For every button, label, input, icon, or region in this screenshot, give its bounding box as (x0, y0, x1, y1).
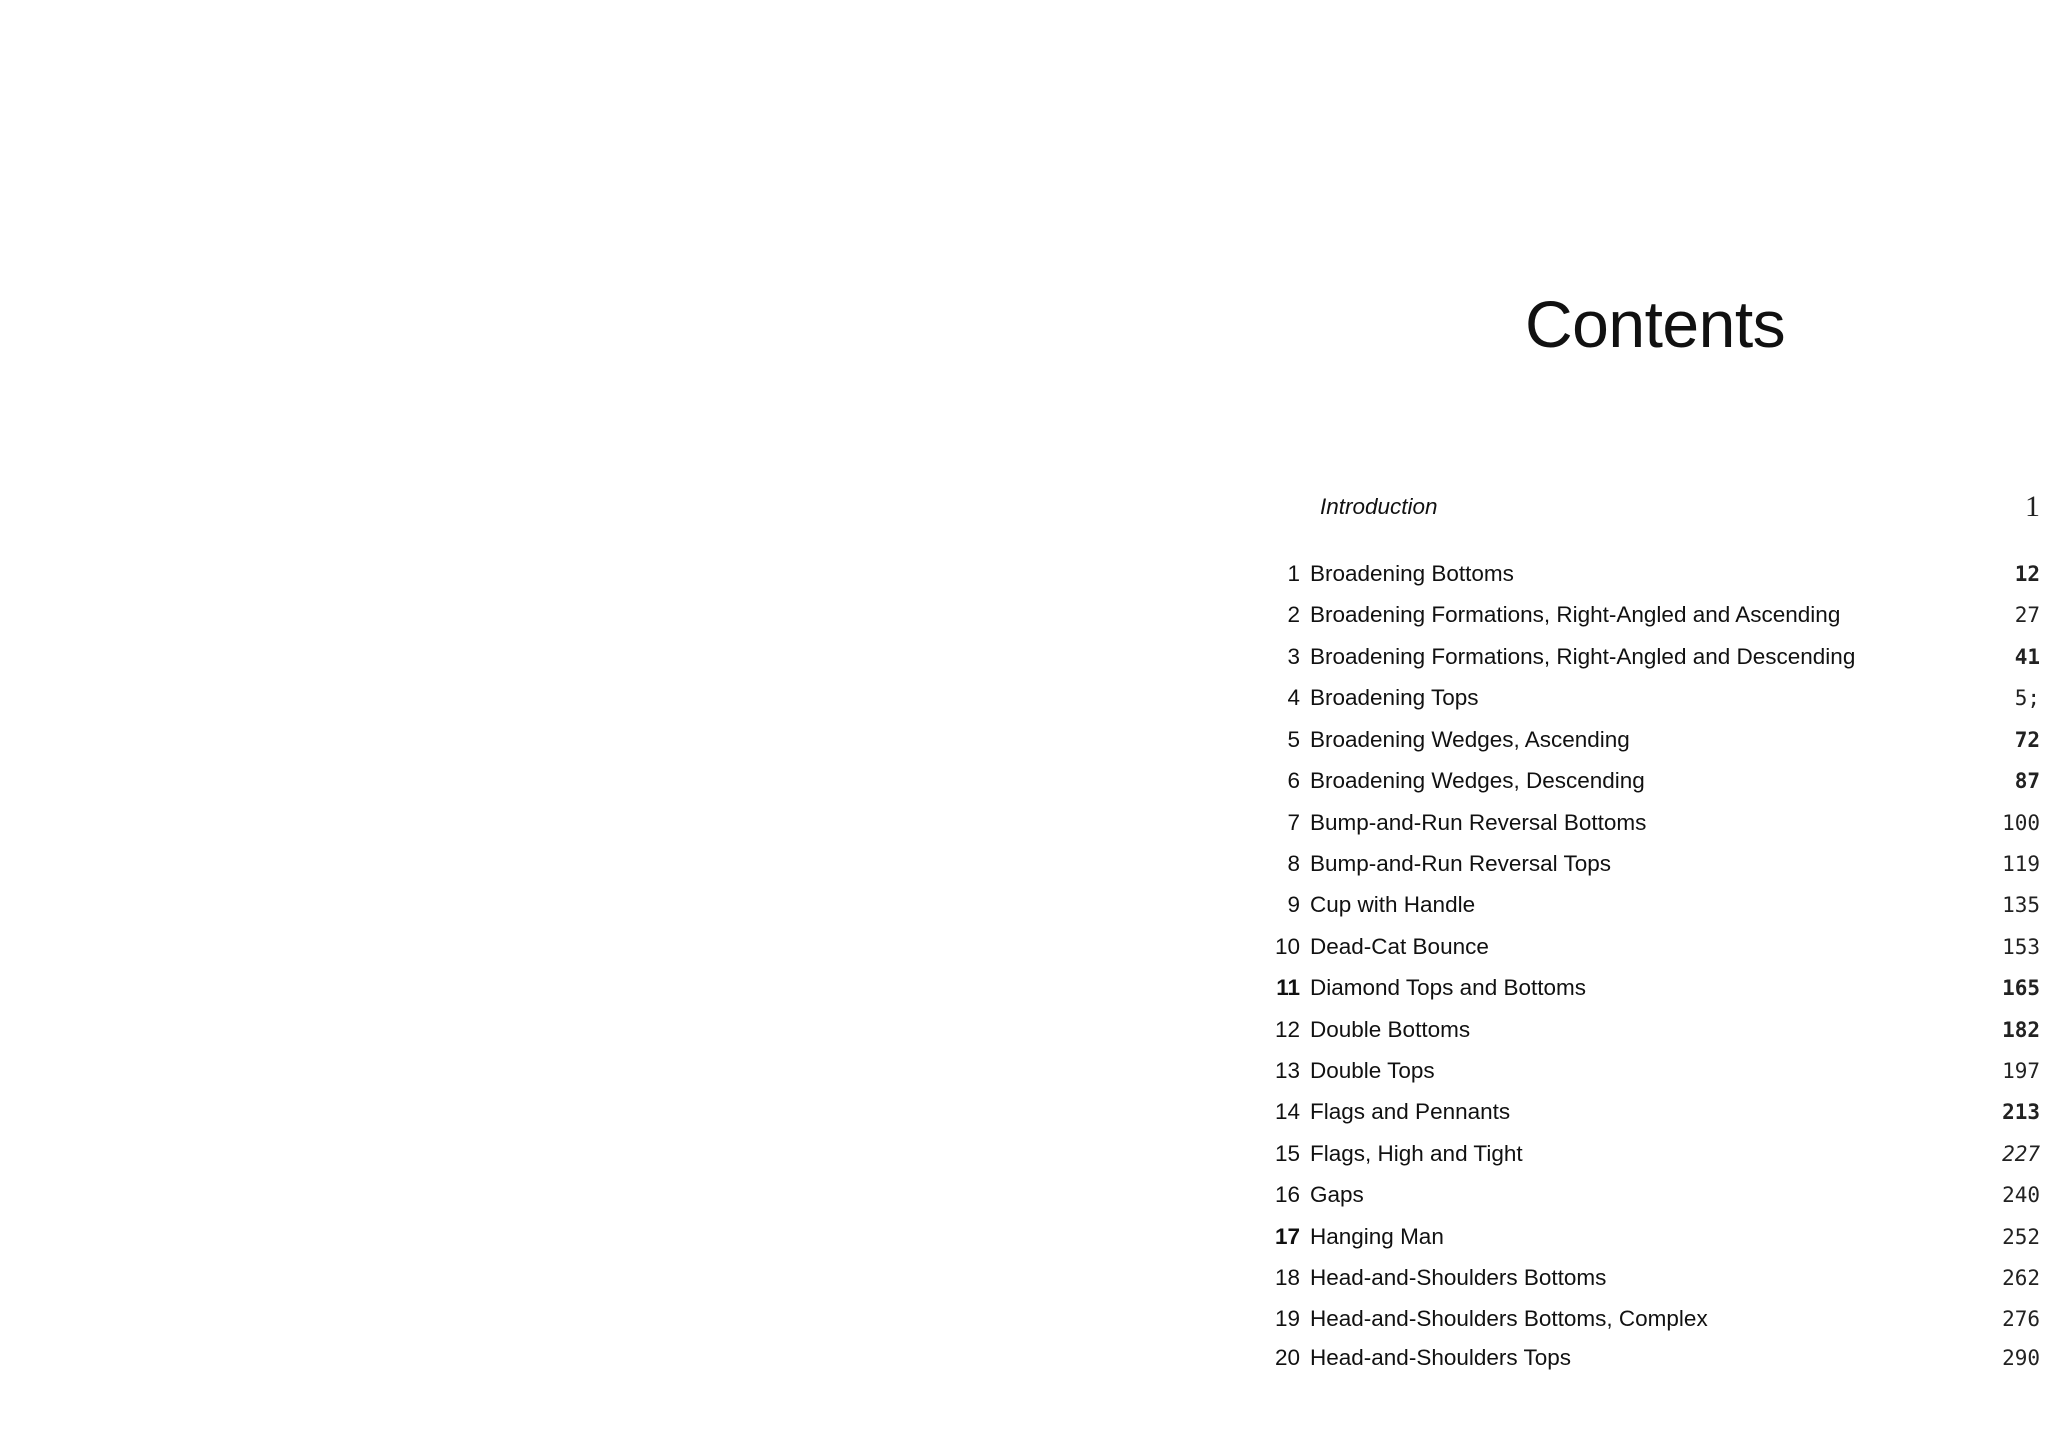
toc-entry-number: 6 (1287, 768, 1300, 793)
toc-entry (1250, 1137, 2040, 1171)
toc-entry-label: Double Bottoms (1310, 1017, 1471, 1042)
toc-entry-number: 8 (1287, 851, 1300, 876)
toc-entry-page: 290 (2002, 1346, 2040, 1370)
toc-entry-page: 119 (2002, 852, 2040, 876)
toc-entry-label: Dead-Cat Bounce (1310, 934, 1489, 959)
toc-entry-introduction (1250, 490, 2040, 524)
toc-entry (1250, 640, 2040, 674)
toc-entry-number: 4 (1287, 685, 1300, 710)
toc-entry-page: 182 (2002, 1018, 2040, 1042)
toc-entry-page: 227 (2002, 1142, 2040, 1166)
toc-entry-number: 13 (1274, 1058, 1300, 1083)
toc-entry (1250, 930, 2040, 964)
toc-entry-label: Broadening Wedges, Ascending (1310, 727, 1630, 752)
toc-entry-label: Double Tops (1310, 1058, 1435, 1083)
toc-entry-page: 5; (2014, 686, 2040, 710)
toc-entry-label: Broadening Bottoms (1310, 561, 1514, 586)
toc-entry-page: 213 (2002, 1100, 2040, 1124)
toc-entry (1250, 971, 2040, 1005)
toc-entry-number: 9 (1287, 892, 1300, 917)
toc-entry-number: 17 (1274, 1224, 1300, 1249)
toc-entry-label: Broadening Formations, Right-Angled and Ascending (1310, 602, 1841, 627)
toc-entry-label: Flags and Pennants (1310, 1099, 1511, 1124)
toc-entry-page: 240 (2002, 1183, 2040, 1207)
toc-entry (1250, 557, 2040, 591)
toc-entry-label: Broadening Formations, Right-Angled and Descending (1310, 644, 1856, 669)
toc-entry-page: 100 (2002, 811, 2040, 835)
toc-entry (1250, 847, 2040, 881)
toc-entry (1250, 1341, 2040, 1375)
toc-entry-page: 165 (2002, 976, 2040, 1000)
toc-entry-page: 262 (2002, 1266, 2040, 1290)
toc-entry-number: 20 (1274, 1345, 1300, 1370)
toc-entry-label: Head-and-Shoulders Bottoms, Complex (1310, 1306, 1708, 1331)
toc-entry-label: Broadening Tops (1310, 685, 1479, 710)
toc-entry-page: 41 (2014, 645, 2040, 669)
toc-entry (1250, 1013, 2040, 1047)
toc-entry-page: 87 (2014, 769, 2040, 793)
toc-entry (1250, 1261, 2040, 1295)
toc-entry-label: Broadening Wedges, Descending (1310, 768, 1645, 793)
toc-entry-number: 14 (1274, 1099, 1300, 1124)
toc-entry (1250, 888, 2040, 922)
toc-entry-number: 15 (1274, 1141, 1300, 1166)
toc-entry (1250, 1054, 2040, 1088)
toc-entry (1250, 723, 2040, 757)
toc-entry-number: 7 (1287, 810, 1300, 835)
toc-entry-number: 18 (1274, 1265, 1300, 1290)
toc-entry-number: 1 (1287, 561, 1300, 586)
toc-entry-number: 11 (1276, 975, 1300, 1000)
toc-entry-page: 72 (2014, 728, 2040, 752)
toc-entry (1250, 1220, 2040, 1254)
toc-entry-label: Gaps (1310, 1182, 1364, 1207)
toc-entry (1250, 764, 2040, 798)
toc-entry-page: 135 (2002, 893, 2040, 917)
toc-entry (1250, 598, 2040, 632)
toc-entry (1250, 806, 2040, 840)
page-title: Contents (1525, 287, 1786, 361)
toc-entry-number: 19 (1274, 1306, 1300, 1331)
toc-entry-page: 197 (2002, 1059, 2040, 1083)
toc-entry-page: 12 (2014, 562, 2040, 586)
toc-entry (1250, 1178, 2040, 1212)
toc-entry-label: Bump-and-Run Reversal Bottoms (1310, 810, 1647, 835)
toc-entry-number: 5 (1287, 727, 1300, 752)
toc-entry-number: 10 (1274, 934, 1300, 959)
toc-entry-number: 16 (1274, 1182, 1300, 1207)
toc-entry-page: 1 (2025, 490, 2040, 523)
toc-entry-label: Diamond Tops and Bottoms (1310, 975, 1586, 1000)
toc-entry-number: 12 (1274, 1017, 1300, 1042)
toc-entry-page: 27 (2014, 603, 2040, 627)
toc-entry-label: Cup with Handle (1310, 892, 1476, 917)
toc-entry-label: Hanging Man (1310, 1224, 1444, 1249)
toc-entry (1250, 681, 2040, 715)
toc-entry-number: 3 (1287, 644, 1300, 669)
toc-entry-page: 153 (2002, 935, 2040, 959)
toc-entry-label: Introduction (1320, 494, 1438, 519)
toc-entry-label: Head-and-Shoulders Bottoms (1310, 1265, 1607, 1290)
toc-entry-number: 2 (1287, 602, 1300, 627)
toc-entry-page: 276 (2002, 1307, 2040, 1331)
toc-entry-page: 252 (2002, 1225, 2040, 1249)
toc-entry-label: Flags, High and Tight (1310, 1141, 1523, 1166)
toc-entry-label: Bump-and-Run Reversal Tops (1310, 851, 1611, 876)
toc-entry (1250, 1095, 2040, 1129)
toc-entry-label: Head-and-Shoulders Tops (1310, 1345, 1572, 1370)
toc-entry (1250, 1302, 2040, 1336)
